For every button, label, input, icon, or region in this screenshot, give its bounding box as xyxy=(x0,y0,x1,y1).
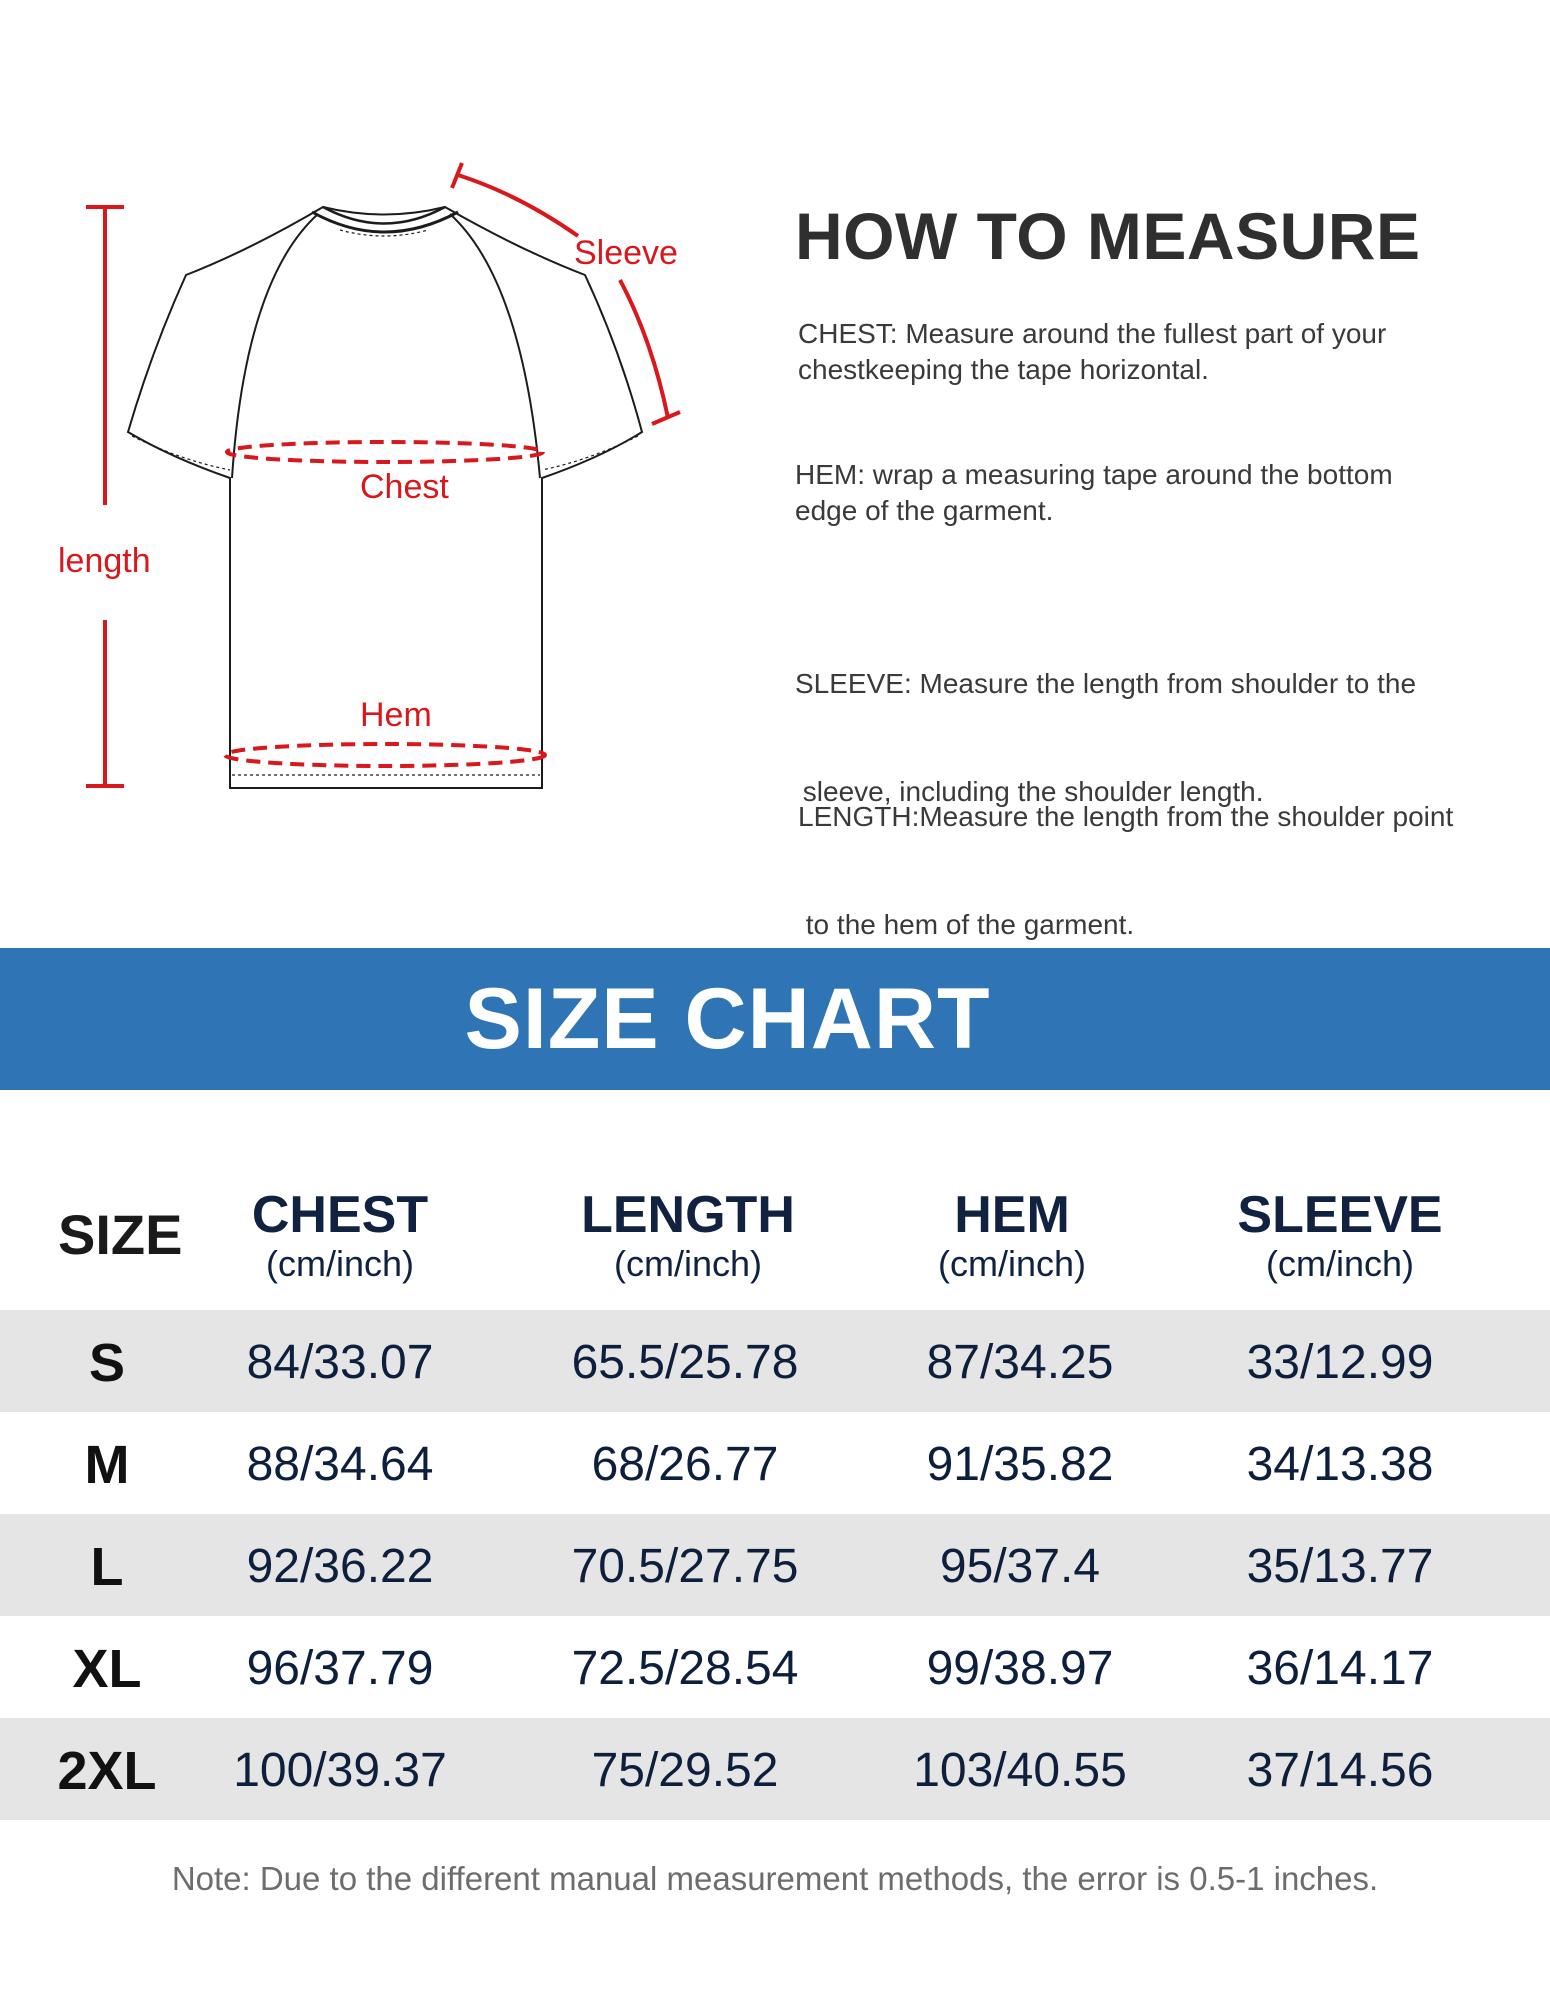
size-cell: 2XL xyxy=(57,1741,157,1801)
chest-header xyxy=(170,1186,510,1284)
chest-cell: 96/37.79 xyxy=(246,1642,434,1695)
length-cell: 68/26.77 xyxy=(591,1438,779,1491)
size-header: SIZE xyxy=(58,1203,183,1266)
length-cell: 72.5/28.54 xyxy=(571,1642,799,1695)
hem-header-name: HEM xyxy=(954,1186,1070,1244)
chest-header-unit: (cm/inch) xyxy=(265,1243,414,1284)
sleeve-header-name: SLEEVE xyxy=(1237,1186,1443,1244)
hem-header xyxy=(842,1186,1182,1284)
sleeve-cell: 36/14.17 xyxy=(1246,1642,1434,1695)
hem-label: Hem xyxy=(360,696,432,734)
sleeve-cell: 33/12.99 xyxy=(1246,1336,1434,1389)
chest-cell: 88/34.64 xyxy=(246,1438,434,1491)
hem-instruction-line2: edge of the garment. xyxy=(795,495,1054,526)
hem-instruction-line1: HEM: wrap a measuring tape around the bottom xyxy=(795,459,1393,490)
sleeve-cell: 37/14.56 xyxy=(1246,1744,1434,1797)
sleeve-cell: 35/13.77 xyxy=(1246,1540,1434,1593)
size-cell: M xyxy=(84,1435,130,1495)
length-label: length xyxy=(58,542,151,580)
chest-cell: 92/36.22 xyxy=(246,1540,434,1593)
length-marker-icon xyxy=(86,207,124,786)
size-cell: S xyxy=(88,1333,126,1393)
length-instruction-line2: to the hem of the garment. xyxy=(798,909,1135,940)
table-row xyxy=(0,1514,1550,1616)
hem-cell: 87/34.25 xyxy=(926,1336,1114,1389)
hem-cell: 99/38.97 xyxy=(926,1642,1114,1695)
chest-instruction-line1: CHEST: Measure around the fullest part of your xyxy=(798,318,1387,349)
measurement-note: Note: Due to the different manual measurement methods, the error is 0.5-1 inches. xyxy=(171,1860,1379,1897)
sleeve-instruction-line1: SLEEVE: Measure the length from shoulder to the xyxy=(795,668,1417,699)
table-row xyxy=(0,1718,1550,1820)
hem-instruction xyxy=(795,457,1495,529)
size-cell: L xyxy=(90,1537,124,1597)
length-header-unit: (cm/inch) xyxy=(613,1243,762,1284)
table-row xyxy=(0,1310,1550,1412)
length-cell: 70.5/27.75 xyxy=(571,1540,799,1593)
sleeve-header xyxy=(1170,1186,1510,1284)
length-header-name: LENGTH xyxy=(581,1186,795,1244)
hem-cell: 95/37.4 xyxy=(939,1540,1101,1593)
length-instruction-line1: LENGTH:Measure the length from the shoulder point xyxy=(798,801,1454,832)
size-chart-title: SIZE CHART xyxy=(464,971,991,1067)
table-row xyxy=(0,1616,1550,1718)
chest-header-name: CHEST xyxy=(251,1186,429,1244)
hem-cell: 91/35.82 xyxy=(926,1438,1114,1491)
sleeve-header-unit: (cm/inch) xyxy=(1265,1243,1414,1284)
chest-cell: 84/33.07 xyxy=(246,1336,434,1389)
chest-label: Chest xyxy=(360,468,449,506)
sleeve-instruction-line2: sleeve, including the shoulder length. xyxy=(795,776,1264,807)
hem-cell: 103/40.55 xyxy=(913,1744,1127,1797)
how-to-measure-title: HOW TO MEASURE xyxy=(795,199,1421,273)
sleeve-cell: 34/13.38 xyxy=(1246,1438,1434,1491)
sleeve-label: Sleeve xyxy=(574,234,678,272)
hem-header-unit: (cm/inch) xyxy=(937,1243,1086,1284)
size-cell: XL xyxy=(72,1639,142,1699)
table-row xyxy=(0,1412,1550,1514)
length-cell: 65.5/25.78 xyxy=(571,1336,799,1389)
length-header xyxy=(518,1186,858,1284)
chest-cell: 100/39.37 xyxy=(233,1744,447,1797)
chest-instruction-line2: chestkeeping the tape horizontal. xyxy=(798,354,1209,385)
length-cell: 75/29.52 xyxy=(591,1744,779,1797)
length-instruction xyxy=(798,727,1498,979)
size-chart-banner xyxy=(0,948,1550,1090)
chest-instruction xyxy=(798,316,1498,388)
